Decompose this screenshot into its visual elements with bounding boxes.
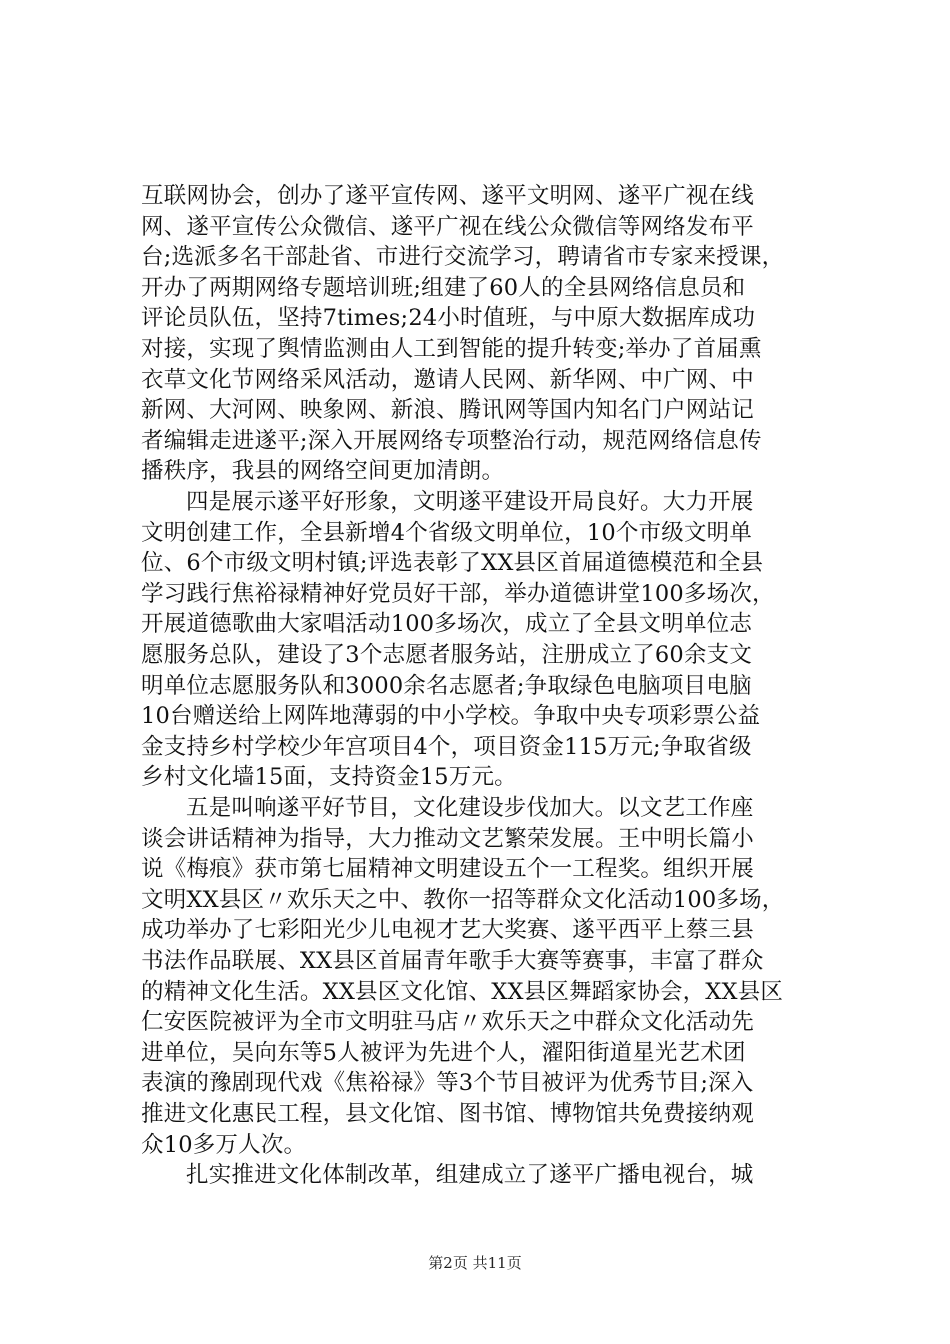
text-line: 四是展示遂平好形象，文明遂平建设开局良好。大力开展 bbox=[186, 489, 754, 515]
text-line: 开办了两期网络专题培训班;组建了60人的全县网络信息员和 bbox=[141, 274, 746, 301]
text-line: 金支持乡村学校少年宫项目4个，项目资金115万元;争取省级 bbox=[141, 733, 752, 760]
text-line: 明单位志愿服务队和3000余名志愿者;争取绿色电脑项目电脑 bbox=[141, 672, 752, 699]
text-line: 评论员队伍，坚持7times;24小时值班，与中原大数据库成功 bbox=[141, 305, 756, 332]
text-line: 愿服务总队，建设了3个志愿者服务站，注册成立了60余支文 bbox=[141, 642, 753, 668]
text-line: 表演的豫剧现代戏《焦裕禄》等3个节目被评为优秀节目;深入 bbox=[141, 1070, 754, 1097]
text-line: 推进文化惠民工程，县文化馆、图书馆、博物馆共免费接纳观 bbox=[141, 1101, 754, 1127]
text-line: 乡村文化墙15面，支持资金15万元。 bbox=[141, 764, 517, 791]
text-line: 说《梅痕》获市第七届精神文明建设五个一工程奖。组织开展 bbox=[141, 856, 754, 883]
text-line: 位、6个市级文明村镇;评选表彰了XX县区首届道德模范和全县 bbox=[141, 550, 764, 577]
text-line: 的精神文化生活。XX县区文化馆、XX县区舞蹈家协会，XX县区 bbox=[141, 978, 784, 1005]
text-line: 进单位，吴向东等5人被评为先进个人，濯阳街道星光艺术团 bbox=[141, 1039, 746, 1066]
text-line: 书法作品联展、XX县区首届青年歌手大赛等赛事，丰富了群众 bbox=[141, 948, 764, 974]
text-line: 谈会讲话精神为指导，大力推动文艺繁荣发展。王中明长篇小 bbox=[141, 825, 754, 852]
text-line: 开展道德歌曲大家唱活动100多场次，成立了全县文明单位志 bbox=[141, 611, 753, 638]
text-line: 文明创建工作，全县新增4个省级文明单位，10个市级文明单 bbox=[141, 519, 753, 546]
text-line: 新网、大河网、映象网、新浪、腾讯网等国内知名门户网站记 bbox=[141, 397, 754, 424]
text-line: 文明XX县区〃欢乐天之中、教你一招等群众文化活动100多场， bbox=[141, 886, 785, 913]
text-line: 仁安医院被评为全市文明驻马店〃欢乐天之中群众文化活动先 bbox=[141, 1009, 754, 1036]
text-line: 播秩序，我县的网络空间更加清朗。 bbox=[141, 458, 505, 485]
text-line: 成功举办了七彩阳光少儿电视才艺大奖赛、遂平西平上蔡三县 bbox=[141, 917, 754, 944]
text-line: 对接，实现了舆情监测由人工到智能的提升转变;举办了首届熏 bbox=[141, 336, 762, 362]
text-line: 五是叫响遂平好节目，文化建设步伐加大。以文艺工作座 bbox=[186, 795, 754, 821]
text-line: 扎实推进文化体制改革，组建成立了遂平广播电视台，城 bbox=[186, 1162, 754, 1189]
text-line: 10台赠送给上网阵地薄弱的中小学校。争取中央专项彩票公益 bbox=[141, 703, 761, 730]
text-line: 互联网协会，创办了遂平宣传网、遂平文明网、遂平广视在线 bbox=[141, 183, 754, 209]
text-line: 网、遂平宣传公众微信、遂平广视在线公众微信等网络发布平 bbox=[141, 213, 754, 240]
text-line: 者编辑走进遂平;深入开展网络专项整治行动，规范网络信息传 bbox=[141, 427, 762, 454]
page-footer: 第2页 共11页 bbox=[428, 1254, 522, 1272]
text-line: 众10多万人次。 bbox=[141, 1131, 307, 1158]
text-line: 衣草文化节网络采风活动，邀请人民网、新华网、中广网、中 bbox=[141, 366, 754, 393]
text-line: 台;选派多名干部赴省、市进行交流学习，聘请省市专家来授课， bbox=[141, 244, 785, 271]
text-line: 学习践行焦裕禄精神好党员好干部，举办道德讲堂100多场次， bbox=[141, 580, 775, 607]
